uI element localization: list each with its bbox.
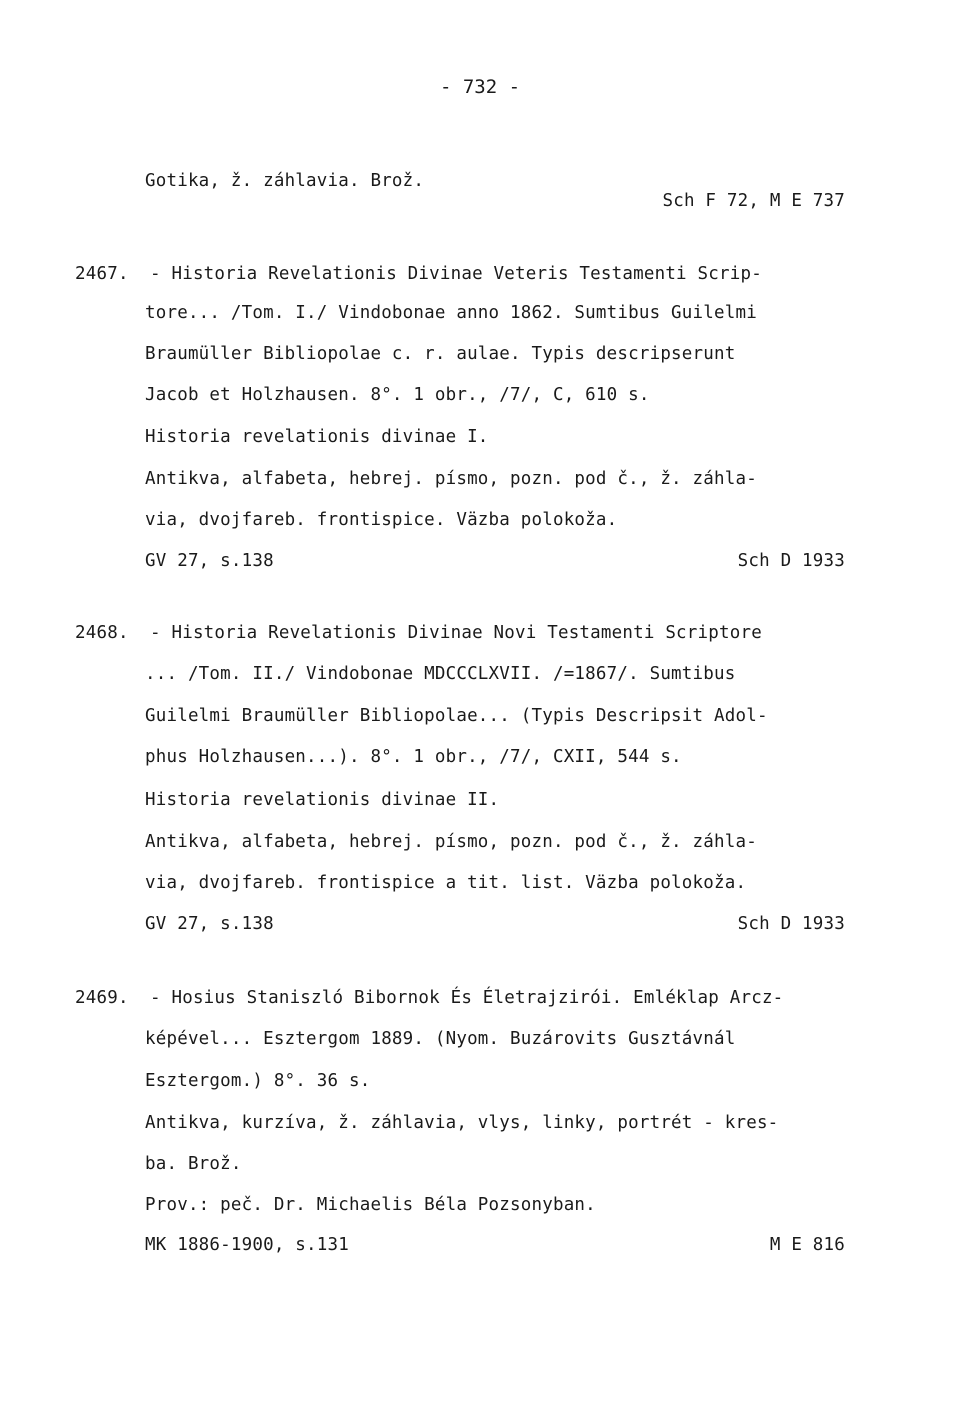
entry-line: - Historia Revelationis Divinae Novi Testamenti Scriptore (150, 623, 762, 643)
entry-line: Antikva, kurzíva, ž. záhlavia, vlys, linky, portrét - kres- (145, 1113, 779, 1133)
entry-line: - Hosius Staniszló Bibornok És Életrajzirói. Emléklap Arcz- (150, 988, 784, 1008)
entry-line: ... /Tom. II./ Vindobonae MDCCCLXVII. /=1867/. Sumtibus (145, 664, 736, 684)
page-number: - 732 - (439, 76, 521, 98)
entry-line: Antikva, alfabeta, hebrej. písmo, pozn. pod č., ž. záhla- (145, 832, 757, 852)
entry-line: Antikva, alfabeta, hebrej. písmo, pozn. pod č., ž. záhla- (145, 469, 757, 489)
entry-line: via, dvojfareb. frontispice. Väzba polokoža. (145, 510, 618, 530)
entry-line: via, dvojfareb. frontispice a tit. list. Väzba polokoža. (145, 873, 747, 893)
entry-number-2467: 2467. (75, 264, 129, 284)
entry-line: Historia revelationis divinae II. (145, 790, 500, 810)
continuation-line: Gotika, ž. záhlavia. Brož. (145, 171, 425, 191)
entry-signature: Sch D 1933 (737, 914, 845, 934)
entry-source: GV 27, s.138 (145, 551, 274, 571)
entry-line: Esztergom.) 8°. 36 s. (145, 1071, 371, 1091)
entry-line: - Historia Revelationis Divinae Veteris Testamenti Scrip- (150, 264, 762, 284)
entry-signature: Sch D 1933 (737, 551, 845, 571)
entry-source: GV 27, s.138 (145, 914, 274, 934)
continuation-signature: Sch F 72, M E 737 (662, 191, 845, 211)
entry-line: képével... Esztergom 1889. (Nyom. Buzárovits Gusztávnál (145, 1029, 736, 1049)
entry-line: Prov.: peč. Dr. Michaelis Béla Pozsonyban. (145, 1195, 596, 1215)
entry-number-2469: 2469. (75, 988, 129, 1008)
entry-line: tore... /Tom. I./ Vindobonae anno 1862. Sumtibus Guilelmi (145, 303, 757, 323)
entry-line: Jacob et Holzhausen. 8°. 1 obr., /7/, C, 610 s. (145, 385, 650, 405)
entry-line: Historia revelationis divinae I. (145, 427, 489, 447)
entry-line: Guilelmi Braumüller Bibliopolae... (Typis Descripsit Adol- (145, 706, 768, 726)
entry-line: ba. Brož. (145, 1154, 242, 1174)
entry-line: Braumüller Bibliopolae c. r. aulae. Typis descripserunt (145, 344, 736, 364)
entry-signature: M E 816 (769, 1235, 845, 1255)
entry-number-2468: 2468. (75, 623, 129, 643)
entry-source: MK 1886-1900, s.131 (145, 1235, 349, 1255)
entry-line: phus Holzhausen...). 8°. 1 obr., /7/, CXII, 544 s. (145, 747, 682, 767)
